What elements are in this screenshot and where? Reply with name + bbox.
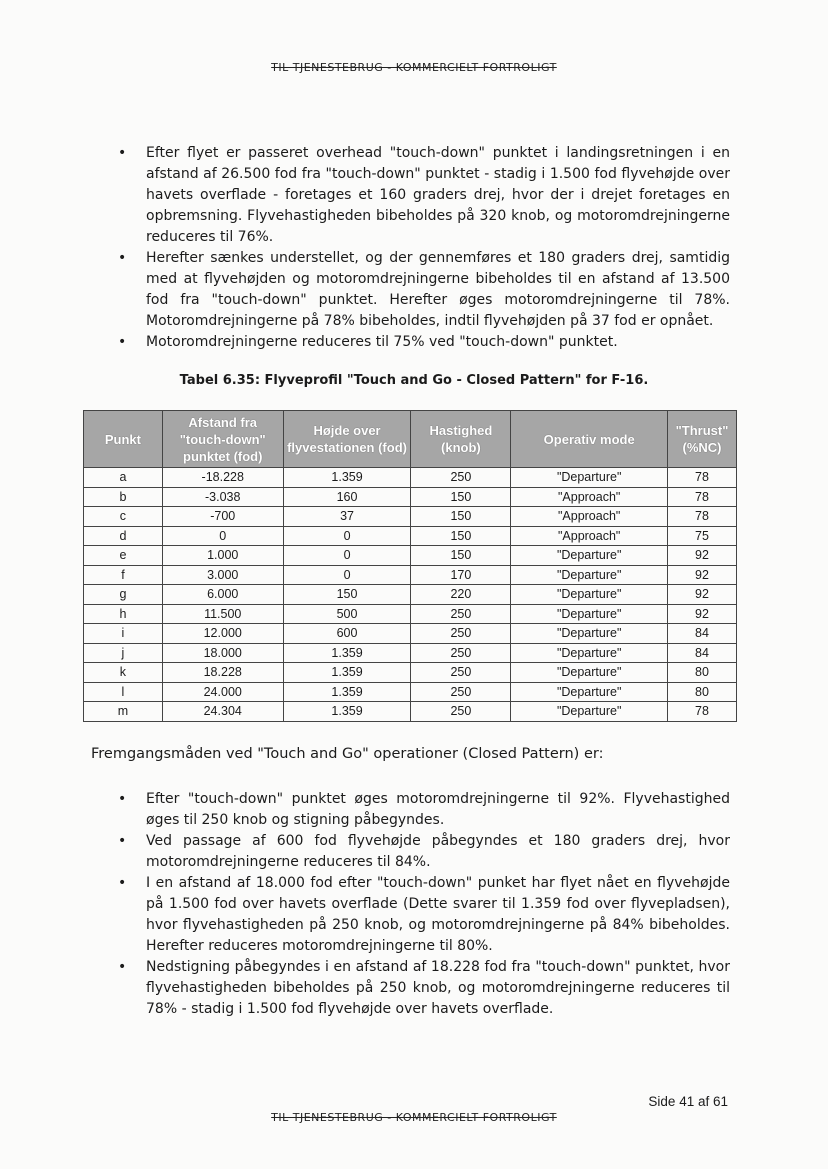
cell-punkt: e [84, 546, 163, 566]
cell-thrust: 78 [668, 468, 737, 488]
cell-speed: 250 [411, 604, 511, 624]
cell-mode: "Departure" [511, 604, 668, 624]
cell-distance: 18.000 [162, 643, 283, 663]
cell-punkt: m [84, 702, 163, 722]
table-row [84, 526, 737, 546]
procedure-intro: Fremgangsmåden ved "Touch and Go" operationer (Closed Pattern) er: [91, 746, 604, 762]
cell-altitude: 500 [283, 604, 411, 624]
cell-distance: 18.228 [162, 663, 283, 683]
list-item: • Ved passage af 600 fod flyvehøjde påbegyndes et 180 graders drej, hvor motoromdrejningerne reduceres til 84%. [118, 831, 730, 873]
cell-altitude: 160 [283, 487, 411, 507]
table-row [84, 487, 737, 507]
bullet-list-top [118, 143, 730, 353]
cell-altitude: 150 [283, 585, 411, 605]
table-row [84, 682, 737, 702]
cell-distance: 6.000 [162, 585, 283, 605]
cell-altitude: 0 [283, 526, 411, 546]
cell-thrust: 80 [668, 663, 737, 683]
cell-speed: 170 [411, 565, 511, 585]
cell-distance: -18.228 [162, 468, 283, 488]
cell-thrust: 92 [668, 604, 737, 624]
cell-mode: "Departure" [511, 468, 668, 488]
cell-mode: "Departure" [511, 585, 668, 605]
cell-punkt: l [84, 682, 163, 702]
cell-thrust: 92 [668, 546, 737, 566]
cell-speed: 150 [411, 507, 511, 527]
cell-mode: "Departure" [511, 663, 668, 683]
cell-speed: 220 [411, 585, 511, 605]
cell-punkt: f [84, 565, 163, 585]
cell-punkt: b [84, 487, 163, 507]
cell-punkt: k [84, 663, 163, 683]
cell-punkt: d [84, 526, 163, 546]
table-caption: Tabel 6.35: Flyveprofil "Touch and Go - Closed Pattern" for F-16. [179, 373, 649, 388]
table-row [84, 643, 737, 663]
table-row [84, 624, 737, 644]
cell-thrust: 84 [668, 624, 737, 644]
cell-distance: 24.304 [162, 702, 283, 722]
cell-distance: 0 [162, 526, 283, 546]
cell-distance: 24.000 [162, 682, 283, 702]
cell-thrust: 78 [668, 487, 737, 507]
list-item: • Motoromdrejningerne reduceres til 75% ved "touch-down" punktet. [118, 332, 730, 353]
cell-mode: "Departure" [511, 565, 668, 585]
table-row [84, 565, 737, 585]
cell-speed: 250 [411, 682, 511, 702]
cell-mode: "Approach" [511, 507, 668, 527]
cell-thrust: 92 [668, 565, 737, 585]
cell-altitude: 1.359 [283, 643, 411, 663]
bullet-list-bottom [118, 789, 730, 1020]
table-row [84, 702, 737, 722]
cell-altitude: 1.359 [283, 468, 411, 488]
cell-altitude: 0 [283, 565, 411, 585]
cell-speed: 150 [411, 526, 511, 546]
classification-footer: TIL TJENESTEBRUG - KOMMERCIELT FORTROLIGT [271, 1111, 557, 1124]
cell-thrust: 92 [668, 585, 737, 605]
list-item: • Herefter sænkes understellet, og der gennemføres et 180 graders drej, samtidig med at flyvehøjden og motoromdrejningerne bibeholdes til en afstand af 13.500 fod fra "touch-down" punktet. Herefter øges motoromdrejningerne til 78%. Motoromdrejningerne på 78% bibeholdes, indtil flyvehøjden på 37 fod er opnået. [118, 248, 730, 332]
cell-speed: 250 [411, 643, 511, 663]
table-row [84, 507, 737, 527]
cell-mode: "Departure" [511, 624, 668, 644]
cell-mode: "Departure" [511, 702, 668, 722]
classification-header: TIL TJENESTEBRUG - KOMMERCIELT FORTROLIGT [271, 61, 557, 74]
cell-thrust: 78 [668, 702, 737, 722]
cell-thrust: 80 [668, 682, 737, 702]
cell-mode: "Departure" [511, 546, 668, 566]
page-number: Side 41 af 61 [648, 1094, 728, 1109]
cell-distance: -3.038 [162, 487, 283, 507]
table-row [84, 585, 737, 605]
cell-mode: "Approach" [511, 526, 668, 546]
cell-distance: 1.000 [162, 546, 283, 566]
header-punkt: Punkt [84, 411, 163, 468]
cell-distance: 11.500 [162, 604, 283, 624]
cell-thrust: 75 [668, 526, 737, 546]
cell-mode: "Departure" [511, 643, 668, 663]
table-row [84, 546, 737, 566]
header-distance: Afstand fra "touch-down" punktet (fod) [162, 411, 283, 468]
cell-speed: 250 [411, 702, 511, 722]
table-body [84, 468, 737, 722]
cell-punkt: a [84, 468, 163, 488]
cell-thrust: 78 [668, 507, 737, 527]
cell-speed: 250 [411, 624, 511, 644]
cell-punkt: c [84, 507, 163, 527]
cell-punkt: h [84, 604, 163, 624]
cell-distance: 3.000 [162, 565, 283, 585]
header-thrust: "Thrust" (%NC) [668, 411, 737, 468]
cell-altitude: 1.359 [283, 682, 411, 702]
cell-altitude: 1.359 [283, 702, 411, 722]
list-item: • I en afstand af 18.000 fod efter "touch-down" punket har flyet nået en flyvehøjde på 1.500 fod over havets overflade (Dette svarer til 1.359 fod over flyvepladsen), hvor flyvehastigheden på 250 knob, og motoromdrejningerne på 84% bibeholdes. Herefter reduceres motoromdrejningerne til 80%. [118, 873, 730, 957]
cell-distance: 12.000 [162, 624, 283, 644]
cell-speed: 250 [411, 468, 511, 488]
cell-mode: "Departure" [511, 682, 668, 702]
cell-speed: 150 [411, 546, 511, 566]
table-row [84, 663, 737, 683]
cell-punkt: g [84, 585, 163, 605]
cell-altitude: 1.359 [283, 663, 411, 683]
cell-altitude: 37 [283, 507, 411, 527]
cell-speed: 250 [411, 663, 511, 683]
table-row [84, 468, 737, 488]
cell-altitude: 0 [283, 546, 411, 566]
list-item: • Nedstigning påbegyndes i en afstand af 18.228 fod fra "touch-down" punktet, hvor flyvehastigheden bibeholdes på 250 knob, og motoromdrejningerne reduceres til 78% - stadig i 1.500 fod flyvehøjde over havets overflade. [118, 957, 730, 1020]
table-row [84, 604, 737, 624]
cell-punkt: i [84, 624, 163, 644]
list-item: • Efter "touch-down" punktet øges motoromdrejningerne til 92%. Flyvehastighed øges til 250 knob og stigning påbegyndes. [118, 789, 730, 831]
cell-distance: -700 [162, 507, 283, 527]
cell-altitude: 600 [283, 624, 411, 644]
header-speed: Hastighed (knob) [411, 411, 511, 468]
flight-profile-table [83, 410, 737, 722]
cell-speed: 150 [411, 487, 511, 507]
cell-thrust: 84 [668, 643, 737, 663]
header-mode: Operativ mode [511, 411, 668, 468]
cell-mode: "Approach" [511, 487, 668, 507]
table-header-row [84, 411, 737, 468]
list-item: • Efter flyet er passeret overhead "touch-down" punktet i landingsretningen i en afstand af 26.500 fod fra "touch-down" punktet - stadig i 1.500 fod flyvehøjde over havets overflade - foretages et 160 graders drej, hvor der i drejet foretages en opbremsning. Flyvehastigheden bibeholdes på 320 knob, og motoromdrejningerne reduceres til 76%. [118, 143, 730, 248]
cell-punkt: j [84, 643, 163, 663]
header-altitude: Højde over flyvestationen (fod) [283, 411, 411, 468]
